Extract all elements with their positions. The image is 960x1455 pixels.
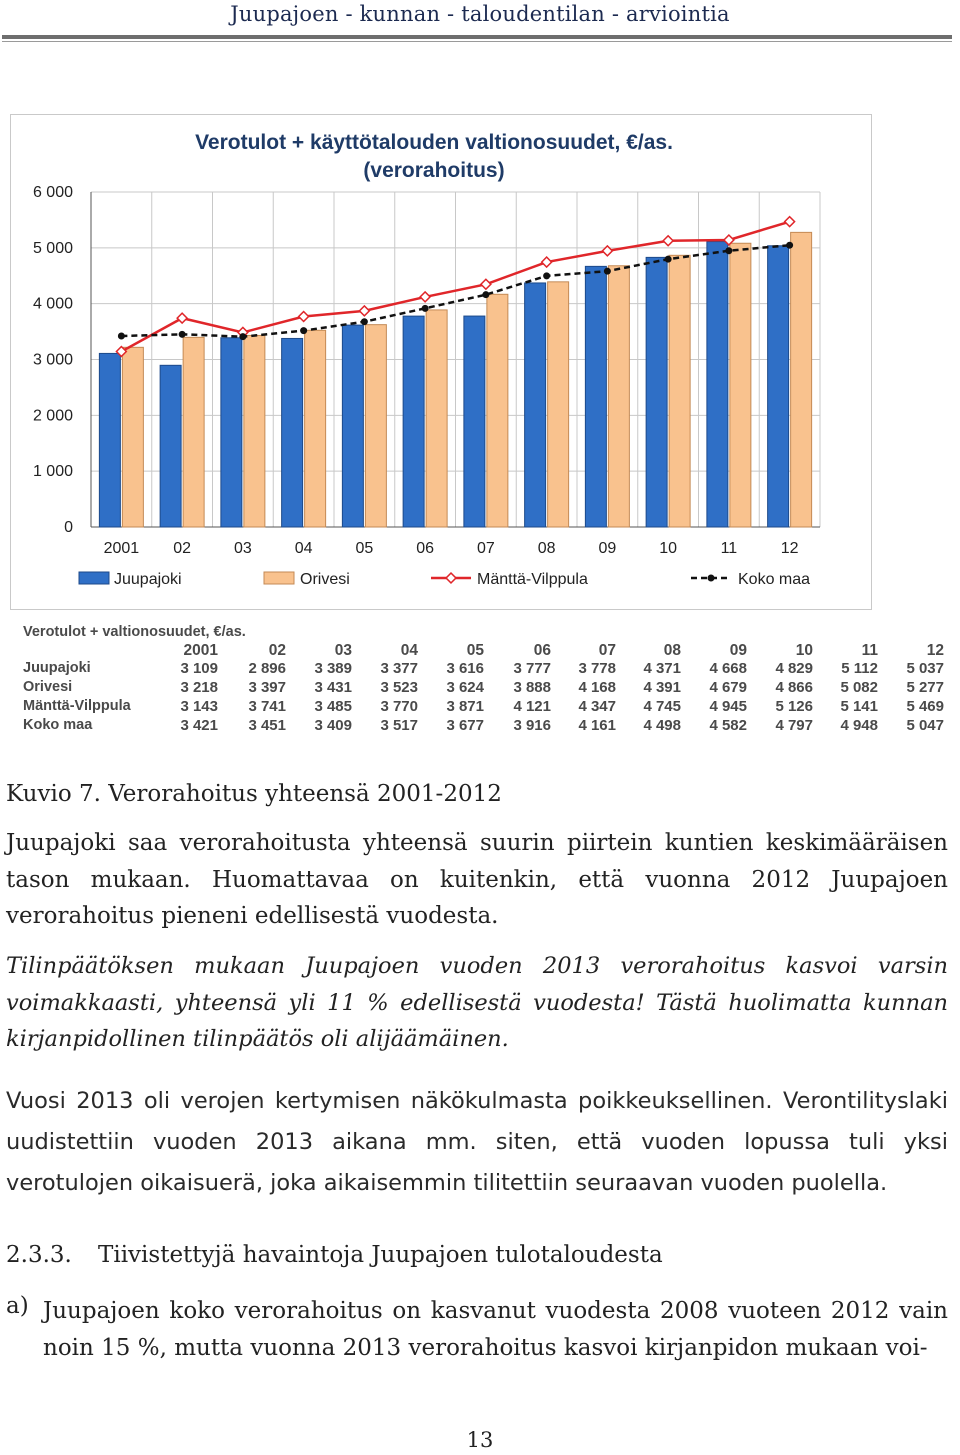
table-cell: 3 741 bbox=[248, 698, 286, 715]
table-cell: 4 679 bbox=[709, 679, 747, 696]
table-year-header: 02 bbox=[268, 642, 286, 659]
bar-juupajoki-12 bbox=[768, 246, 789, 527]
point-kokomaa-08 bbox=[543, 272, 550, 279]
table-cell: 4 161 bbox=[578, 717, 616, 734]
table-year-header: 03 bbox=[334, 642, 352, 659]
table-cell: 4 829 bbox=[775, 660, 813, 677]
table-cell: 3 485 bbox=[314, 698, 352, 715]
table-row-label: Mänttä-Vilppula bbox=[23, 698, 131, 714]
table-cell: 3 871 bbox=[446, 698, 484, 715]
paragraph-1: Juupajoki saa verorahoitusta yhteensä suurin piirtein kuntien keskimääräisen tason mukaan. Huomattavaa on kuitenkin, että vuonna 2012 Juupajoen verorahoitus pieneni edellisestä vuodesta. bbox=[6, 830, 948, 929]
x-tick-label: 05 bbox=[355, 540, 374, 557]
bar-orivesi-06 bbox=[426, 310, 447, 527]
table-cell: 3 770 bbox=[380, 698, 418, 715]
bar-line-chart bbox=[11, 115, 871, 609]
table-cell: 4 668 bbox=[709, 660, 747, 677]
chart-frame bbox=[10, 114, 872, 610]
y-tick-label: 1 000 bbox=[32, 463, 73, 481]
table-cell: 3 677 bbox=[446, 717, 484, 734]
table-cell: 3 409 bbox=[314, 717, 352, 734]
x-tick-label: 12 bbox=[780, 540, 799, 557]
table-cell: 4 371 bbox=[643, 660, 681, 677]
data-table bbox=[18, 620, 948, 740]
bar-juupajoki-09 bbox=[585, 266, 606, 527]
header-rule bbox=[2, 35, 952, 39]
x-tick-label: 06 bbox=[416, 540, 435, 557]
table-year-header: 05 bbox=[466, 642, 484, 659]
table-year-header: 09 bbox=[729, 642, 747, 659]
point-kokomaa-11 bbox=[725, 247, 732, 254]
table-cell: 5 112 bbox=[841, 660, 878, 677]
table-cell: 5 277 bbox=[906, 679, 944, 696]
table-cell: 3 143 bbox=[180, 698, 218, 715]
bar-juupajoki-2001 bbox=[99, 353, 120, 527]
bar-orivesi-03 bbox=[244, 335, 265, 527]
section-number: 2.3.3. bbox=[6, 1242, 72, 1268]
point-kokomaa-10 bbox=[665, 256, 672, 263]
table-cell: 3 523 bbox=[380, 679, 418, 696]
point-kokomaa-06 bbox=[422, 305, 429, 312]
bar-orivesi-09 bbox=[608, 266, 629, 527]
table-year-header: 07 bbox=[598, 642, 616, 659]
bar-orivesi-12 bbox=[791, 232, 812, 527]
y-tick-label: 5 000 bbox=[32, 239, 73, 257]
table-cell: 3 616 bbox=[446, 660, 484, 677]
bar-orivesi-11 bbox=[730, 243, 751, 527]
table-year-header: 12 bbox=[926, 642, 944, 659]
table-cell: 4 168 bbox=[578, 679, 616, 696]
table-cell: 4 121 bbox=[513, 698, 551, 715]
legend-swatch-juupajoki bbox=[79, 572, 109, 584]
table-cell: 4 948 bbox=[840, 717, 878, 734]
table-cell: 3 451 bbox=[248, 717, 286, 734]
bar-juupajoki-06 bbox=[403, 316, 424, 527]
bar-juupajoki-11 bbox=[707, 242, 728, 527]
table-year-header: 08 bbox=[663, 642, 681, 659]
table-year-header: 11 bbox=[861, 642, 878, 659]
x-tick-label: 07 bbox=[476, 540, 495, 557]
table-row-label: Koko maa bbox=[23, 717, 93, 733]
bar-orivesi-05 bbox=[365, 325, 386, 527]
figure-caption: Kuvio 7. Verorahoitus yhteensä 2001-2012 bbox=[6, 781, 502, 807]
table-cell: 2 896 bbox=[248, 660, 286, 677]
point-kokomaa-04 bbox=[300, 327, 307, 334]
legend-label-orivesi: Orivesi bbox=[300, 571, 350, 588]
table-year-header: 06 bbox=[533, 642, 551, 659]
table-cell: 5 082 bbox=[840, 679, 878, 696]
table-year-header: 2001 bbox=[183, 642, 218, 659]
x-tick-label: 04 bbox=[294, 540, 313, 557]
legend-swatch-orivesi bbox=[264, 572, 294, 584]
point-kokomaa-07 bbox=[482, 291, 489, 298]
bar-orivesi-07 bbox=[487, 294, 508, 527]
table-cell: 3 421 bbox=[180, 717, 218, 734]
table-cell: 3 777 bbox=[513, 660, 551, 677]
point-kokomaa-2001 bbox=[118, 332, 125, 339]
table-cell: 3 888 bbox=[513, 679, 551, 696]
table-cell: 3 397 bbox=[248, 679, 286, 696]
table-cell: 3 389 bbox=[314, 660, 352, 677]
chart-title-line2: (verorahoitus) bbox=[363, 159, 505, 182]
table-cell: 4 347 bbox=[578, 698, 616, 715]
bar-juupajoki-02 bbox=[160, 365, 181, 527]
point-kokomaa-09 bbox=[604, 268, 611, 275]
table-year-header: 04 bbox=[400, 642, 418, 659]
bar-juupajoki-03 bbox=[221, 338, 242, 527]
bar-orivesi-02 bbox=[183, 337, 204, 527]
table-cell: 5 047 bbox=[906, 717, 944, 734]
table-cell: 3 778 bbox=[578, 660, 616, 677]
table-cell: 4 866 bbox=[775, 679, 813, 696]
page-number: 13 bbox=[466, 1428, 494, 1452]
header-rule-thin bbox=[2, 41, 952, 42]
legend-marker-kokomaa bbox=[708, 575, 715, 582]
x-tick-label: 08 bbox=[537, 540, 556, 557]
table-cell: 4 945 bbox=[709, 698, 747, 715]
bar-juupajoki-07 bbox=[464, 316, 485, 527]
table-cell: 3 624 bbox=[446, 679, 484, 696]
y-tick-label: 0 bbox=[64, 519, 73, 536]
y-tick-label: 3 000 bbox=[32, 351, 73, 369]
table-cell: 4 391 bbox=[643, 679, 681, 696]
table-cell: 3 377 bbox=[380, 660, 418, 677]
bar-orivesi-10 bbox=[669, 255, 690, 527]
table-cell: 3 916 bbox=[513, 717, 551, 734]
table-cell: 5 037 bbox=[906, 660, 944, 677]
list-item-a: Juupajoen koko verorahoitus on kasvanut vuodesta 2008 vuoteen 2012 vain noin 15 %, mutta vuonna 2013 verorahoitus kasvoi kirjanpidon mukaan voi- bbox=[43, 1298, 948, 1361]
x-tick-label: 2001 bbox=[103, 540, 140, 557]
paragraph-2-italic: Tilinpäätöksen mukaan Juupajoen vuoden 2013 verorahoitus kasvoi varsin voimakkaasti, yhteensä yli 11 % edellisestä vuodesta! Tästä huolimatta kunnan kirjanpidollinen tilinpäätös oli alijäämäinen. bbox=[6, 953, 948, 1052]
table-caption: Verotulot + valtionosuudet, €/as. bbox=[23, 624, 246, 640]
legend-label-kokomaa: Koko maa bbox=[738, 571, 811, 588]
running-title: Juupajoen - kunnan - taloudentilan - arviointia bbox=[230, 2, 730, 26]
point-kokomaa-12 bbox=[786, 242, 793, 249]
x-tick-label: 09 bbox=[598, 540, 617, 557]
point-kokomaa-05 bbox=[361, 318, 368, 325]
bar-juupajoki-05 bbox=[342, 325, 363, 527]
page-header bbox=[0, 0, 960, 44]
table-cell: 3 431 bbox=[314, 679, 352, 696]
chart-title-line1: Verotulot + käyttötalouden valtionosuudet, €/as. bbox=[195, 131, 673, 154]
y-tick-label: 6 000 bbox=[32, 184, 73, 201]
bar-orivesi-2001 bbox=[122, 347, 143, 527]
table-cell: 5 141 bbox=[840, 698, 878, 715]
table-cell: 3 109 bbox=[180, 660, 218, 677]
point-kokomaa-03 bbox=[239, 333, 246, 340]
table-cell: 3 218 bbox=[180, 679, 218, 696]
bar-orivesi-04 bbox=[305, 330, 326, 527]
table-row-label: Orivesi bbox=[23, 679, 73, 695]
section-title: Tiivistettyjä havaintoja Juupajoen tulotaloudesta bbox=[98, 1242, 663, 1268]
legend-label-juupajoki: Juupajoki bbox=[114, 571, 182, 588]
x-tick-label: 02 bbox=[173, 540, 192, 557]
list-marker-a: a) bbox=[6, 1293, 29, 1319]
bar-juupajoki-04 bbox=[282, 338, 303, 527]
y-tick-label: 4 000 bbox=[32, 295, 73, 313]
table-cell: 3 517 bbox=[380, 717, 418, 734]
table-cell: 4 797 bbox=[775, 717, 813, 734]
table-row-label: Juupajoki bbox=[23, 660, 91, 676]
x-tick-label: 10 bbox=[659, 540, 678, 557]
table-year-header: 10 bbox=[795, 642, 813, 659]
table-cell: 5 469 bbox=[906, 698, 944, 715]
bar-orivesi-08 bbox=[548, 282, 569, 527]
paragraph-3: Vuosi 2013 oli verojen kertymisen näkökulmasta poikkeuksellinen. Verontilityslaki uudistettiin vuoden 2013 aikana mm. siten, että vuoden lopussa tuli yksi verotulojen oikaisuerä, joka aikaisemmin tilitettiin seuraavan vuoden puolella. bbox=[6, 1088, 948, 1196]
legend-label-manttavilppula: Mänttä-Vilppula bbox=[477, 571, 588, 588]
table-cell: 4 745 bbox=[643, 698, 681, 715]
table-cell: 4 498 bbox=[643, 717, 681, 734]
x-tick-label: 11 bbox=[720, 540, 738, 557]
table-cell: 5 126 bbox=[775, 698, 813, 715]
bar-juupajoki-10 bbox=[646, 257, 667, 527]
bar-juupajoki-08 bbox=[525, 283, 546, 527]
x-tick-label: 03 bbox=[233, 540, 252, 557]
point-kokomaa-02 bbox=[179, 331, 186, 338]
y-tick-label: 2 000 bbox=[32, 407, 73, 425]
table-cell: 4 582 bbox=[709, 717, 747, 734]
